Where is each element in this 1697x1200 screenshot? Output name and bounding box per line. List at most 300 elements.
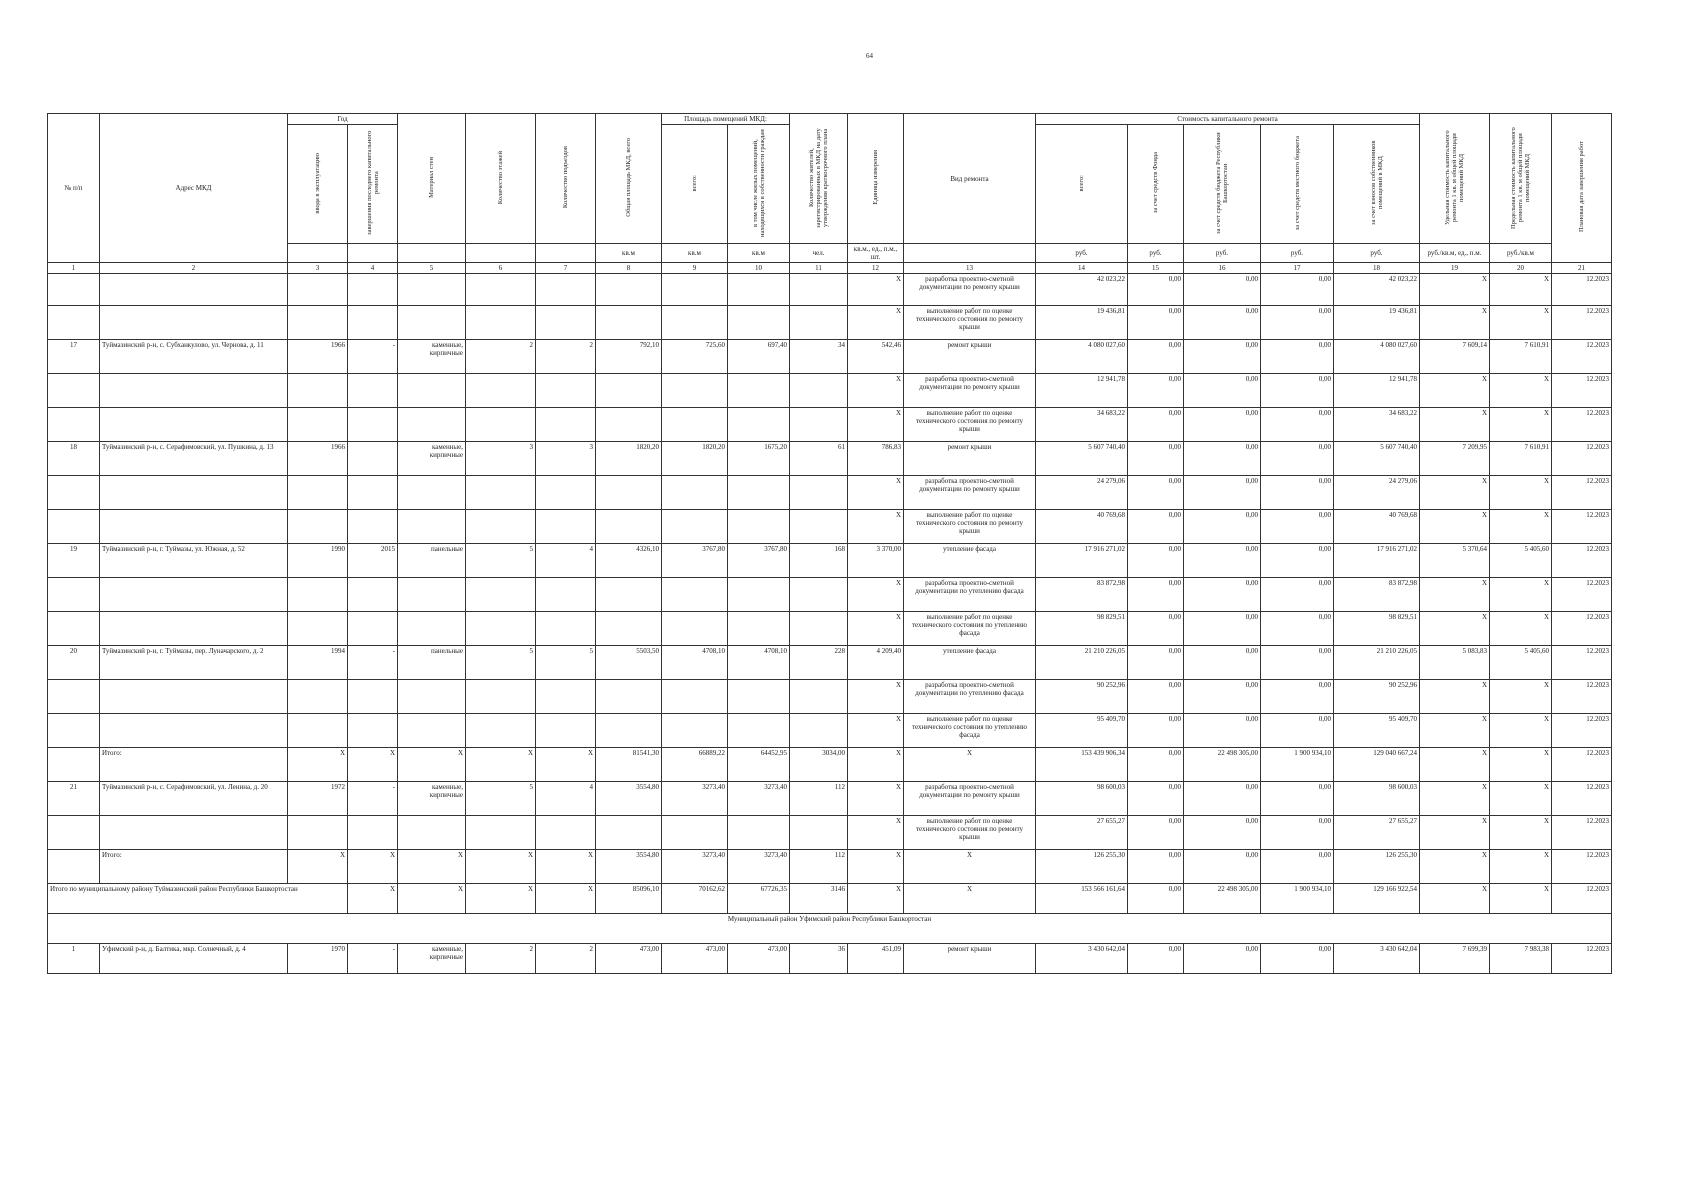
cell-mat [398, 476, 466, 510]
cell-mb: 0,00 [1261, 850, 1334, 884]
cell-y2: X [348, 748, 398, 782]
cell-type: ремонт крыши [904, 944, 1036, 974]
column-number: 11 [790, 263, 848, 274]
cell-type: разработка проектно-сметной документации по ремонту крыши [904, 274, 1036, 306]
cell-pt [662, 578, 728, 612]
cell-total: 12 941,78 [1036, 374, 1128, 408]
header-row-1 [48, 114, 1612, 125]
cell-pt: 1820,20 [662, 442, 728, 476]
cell-rb: 0,00 [1184, 340, 1261, 374]
cell-fl [466, 612, 536, 646]
header-no: № п/п [48, 114, 100, 263]
cell-unit: 4 209,40 [848, 646, 904, 680]
cell-no [48, 510, 100, 544]
unit-label: кв.м [596, 244, 662, 263]
cell-ent [536, 714, 596, 748]
cell-mat: X [398, 748, 466, 782]
cell-ent [536, 408, 596, 442]
cell-area [596, 408, 662, 442]
cell-no [48, 578, 100, 612]
cell-fl: 5 [466, 646, 536, 680]
cell-total: 153 566 161,64 [1036, 884, 1128, 914]
cell-y2 [348, 274, 398, 306]
cell-res: 3146 [790, 884, 848, 914]
cell-no: 1 [48, 944, 100, 974]
cell-ent [536, 274, 596, 306]
cell-res [790, 612, 848, 646]
cell-addr: Уфимский р-н, д. Балтика, мкр. Солнечный, д. 4 [100, 944, 288, 974]
cell-lc: X [1490, 612, 1552, 646]
cell-mb: 1 900 934,10 [1261, 884, 1334, 914]
cell-y2 [348, 578, 398, 612]
cell-own: 24 279,06 [1334, 476, 1420, 510]
cell-unit: X [848, 816, 904, 850]
cell-pt [662, 612, 728, 646]
cell-mat: X [398, 884, 466, 914]
table-row [48, 274, 1612, 306]
cell-addr: Туймазинский р-н, г. Туймазы, ул. Южная, д. 52 [100, 544, 288, 578]
cell-lc: X [1490, 476, 1552, 510]
column-number: 16 [1184, 263, 1261, 274]
cell-res [790, 680, 848, 714]
column-number: 21 [1552, 263, 1612, 274]
cell-mat [398, 612, 466, 646]
table-body [48, 114, 1612, 974]
table-row [48, 544, 1612, 578]
cell-total: 40 769,68 [1036, 510, 1128, 544]
cell-pt [662, 408, 728, 442]
column-number: 20 [1490, 263, 1552, 274]
cell-y1: 1994 [288, 646, 348, 680]
cell-rb: 0,00 [1184, 816, 1261, 850]
cell-own: 90 252,96 [1334, 680, 1420, 714]
cell-type: X [904, 850, 1036, 884]
cell-own: 3 430 642,04 [1334, 944, 1420, 974]
cell-type: выполнение работ по оценке технического состояния по ремонту крыши [904, 510, 1036, 544]
cell-mat [398, 578, 466, 612]
cell-po [728, 306, 790, 340]
cell-no [48, 612, 100, 646]
cell-no: 18 [48, 442, 100, 476]
cell-area [596, 816, 662, 850]
cell-type: разработка проектно-сметной документации по ремонту крыши [904, 476, 1036, 510]
cell-area: 85096,10 [596, 884, 662, 914]
cell-y2: - [348, 646, 398, 680]
cell-rb: 22 498 305,00 [1184, 884, 1261, 914]
cell-uc: 5 370,64 [1420, 544, 1490, 578]
cell-own: 34 683,22 [1334, 408, 1420, 442]
table-row [48, 782, 1612, 816]
header-republic-budget: за счет средств бюджета Республики Башкортостан [1184, 125, 1261, 244]
cell-res: 112 [790, 850, 848, 884]
cell-uc: X [1420, 714, 1490, 748]
cell-uc: X [1420, 850, 1490, 884]
cell-rb: 0,00 [1184, 680, 1261, 714]
cell-uc: X [1420, 510, 1490, 544]
cell-total: 34 683,22 [1036, 408, 1128, 442]
cell-po [728, 612, 790, 646]
cell-y1 [288, 714, 348, 748]
cell-total: 98 600,03 [1036, 782, 1128, 816]
cell-date: 12.2023 [1552, 646, 1612, 680]
cell-y1 [288, 680, 348, 714]
cell-date: 12.2023 [1552, 944, 1612, 974]
cell-area [596, 274, 662, 306]
cell-addr [100, 476, 288, 510]
cell-ent: 3 [536, 442, 596, 476]
cell-uc: X [1420, 612, 1490, 646]
cell-res: 228 [790, 646, 848, 680]
cell-mat [398, 510, 466, 544]
cell-res [790, 374, 848, 408]
cell-res: 36 [790, 944, 848, 974]
cell-mat: каменные, кирпичные [398, 782, 466, 816]
cell-type: X [904, 884, 1036, 914]
cell-date: 12.2023 [1552, 850, 1612, 884]
header-entrances: Количество подъездов [536, 114, 596, 244]
cell-fund: 0,00 [1128, 714, 1184, 748]
cell-no [48, 850, 100, 884]
column-number: 17 [1261, 263, 1334, 274]
cell-rb: 0,00 [1184, 782, 1261, 816]
cell-addr [100, 714, 288, 748]
unit-label: чел. [790, 244, 848, 263]
cell-date: 12.2023 [1552, 816, 1612, 850]
cell-y1: 1972 [288, 782, 348, 816]
cell-mat [398, 714, 466, 748]
cell-unit: X [848, 374, 904, 408]
page-number: 64 [866, 52, 873, 60]
cell-type: ремонт крыши [904, 340, 1036, 374]
cell-no [48, 680, 100, 714]
section-title: Муниципальный район Уфимский район Республики Башкортостан [48, 914, 1612, 944]
cell-y2: X [348, 850, 398, 884]
cell-unit: X [848, 680, 904, 714]
column-number: 3 [288, 263, 348, 274]
cell-fund: 0,00 [1128, 408, 1184, 442]
table-row [48, 680, 1612, 714]
cell-total: 90 252,96 [1036, 680, 1128, 714]
cell-rb: 0,00 [1184, 646, 1261, 680]
cell-type: утепление фасада [904, 544, 1036, 578]
cell-y2 [348, 714, 398, 748]
cell-unit: 542,46 [848, 340, 904, 374]
cell-area: 1820,20 [596, 442, 662, 476]
cell-y1 [288, 408, 348, 442]
cell-fl: 2 [466, 340, 536, 374]
cell-rb: 0,00 [1184, 612, 1261, 646]
cell-fund: 0,00 [1128, 782, 1184, 816]
table-row [48, 850, 1612, 884]
cell-unit: 3 370,00 [848, 544, 904, 578]
cell-area: 792,10 [596, 340, 662, 374]
cell-own: 5 607 740,40 [1334, 442, 1420, 476]
cell-pt: 473,00 [662, 944, 728, 974]
header-total-area: Общая площадь МКД, всего [596, 114, 662, 244]
cell-date: 12.2023 [1552, 612, 1612, 646]
unit-label: руб. [1334, 244, 1420, 263]
cell-fl [466, 408, 536, 442]
cell-no: 19 [48, 544, 100, 578]
table-row [48, 714, 1612, 748]
table-row [48, 408, 1612, 442]
cell-area [596, 306, 662, 340]
cell-no [48, 714, 100, 748]
cell-type: выполнение работ по оценке технического состояния по ремонту крыши [904, 816, 1036, 850]
cell-fund: 0,00 [1128, 476, 1184, 510]
cell-y2 [348, 408, 398, 442]
cell-mb: 0,00 [1261, 340, 1334, 374]
cell-y2 [348, 816, 398, 850]
cell-res [790, 510, 848, 544]
cell-po [728, 816, 790, 850]
cell-uc: X [1420, 884, 1490, 914]
cell-lc: X [1490, 850, 1552, 884]
cell-own: 40 769,68 [1334, 510, 1420, 544]
cell-uc: X [1420, 274, 1490, 306]
cell-no: 20 [48, 646, 100, 680]
cell-date: 12.2023 [1552, 408, 1612, 442]
cell-area [596, 510, 662, 544]
cell-no [48, 408, 100, 442]
cell-y1: 1966 [288, 442, 348, 476]
cell-mb: 0,00 [1261, 680, 1334, 714]
cell-ent [536, 476, 596, 510]
cell-rb: 0,00 [1184, 578, 1261, 612]
cell-y1 [288, 510, 348, 544]
unit-label: руб. [1128, 244, 1184, 263]
cell-uc: 7 609,14 [1420, 340, 1490, 374]
cell-unit: X [848, 748, 904, 782]
cell-rb: 0,00 [1184, 408, 1261, 442]
cell-ent: 2 [536, 340, 596, 374]
cell-type: выполнение работ по оценке технического состояния по ремонту крыши [904, 306, 1036, 340]
cell-pt [662, 510, 728, 544]
cell-res [790, 578, 848, 612]
cell-y1 [288, 816, 348, 850]
cell-pt: 3767,80 [662, 544, 728, 578]
cell-fund: 0,00 [1128, 306, 1184, 340]
cell-mat: панельные [398, 646, 466, 680]
section-title-row [48, 914, 1612, 944]
cell-fund: 0,00 [1128, 884, 1184, 914]
cell-uc: X [1420, 578, 1490, 612]
cell-res: 112 [790, 782, 848, 816]
cell-lc: 5 405,60 [1490, 646, 1552, 680]
cell-type: выполнение работ по оценке технического состояния по утеплению фасада [904, 714, 1036, 748]
cell-uc: X [1420, 374, 1490, 408]
cell-mat: X [398, 850, 466, 884]
cell-y1 [288, 274, 348, 306]
column-number: 19 [1420, 263, 1490, 274]
column-number: 5 [398, 263, 466, 274]
cell-addr: Туймазинский р-н, с. Серафимовский, ул. Ленина, д. 20 [100, 782, 288, 816]
cell-res [790, 714, 848, 748]
cell-fund: 0,00 [1128, 510, 1184, 544]
cell-date: 12.2023 [1552, 544, 1612, 578]
cell-y2 [348, 612, 398, 646]
column-number: 13 [904, 263, 1036, 274]
cell-total: 27 655,27 [1036, 816, 1128, 850]
cell-own: 21 210 226,05 [1334, 646, 1420, 680]
cell-total: 5 607 740,40 [1036, 442, 1128, 476]
cell-mb: 0,00 [1261, 782, 1334, 816]
table-row [48, 306, 1612, 340]
cell-rb: 0,00 [1184, 544, 1261, 578]
cell-res [790, 816, 848, 850]
cell-type: разработка проектно-сметной документации по утеплению фасада [904, 680, 1036, 714]
cell-lc: X [1490, 714, 1552, 748]
cell-fl [466, 476, 536, 510]
cell-unit: X [848, 274, 904, 306]
cell-total: 17 916 271,02 [1036, 544, 1128, 578]
cell-unit: X [848, 578, 904, 612]
cell-res [790, 476, 848, 510]
cell-mb: 0,00 [1261, 544, 1334, 578]
cell-unit: X [848, 782, 904, 816]
cell-area [596, 612, 662, 646]
header-premises-group: Площадь помещений МКД: [662, 114, 790, 125]
cell-po [728, 680, 790, 714]
cell-total: 3 430 642,04 [1036, 944, 1128, 974]
cell-y2: - [348, 340, 398, 374]
cell-y1: 1990 [288, 544, 348, 578]
cell-rb: 0,00 [1184, 442, 1261, 476]
cell-y1 [288, 374, 348, 408]
cell-no [48, 306, 100, 340]
cell-rb: 0,00 [1184, 374, 1261, 408]
cell-pt: 70162,62 [662, 884, 728, 914]
cell-own: 42 023,22 [1334, 274, 1420, 306]
cell-fl: X [466, 884, 536, 914]
cell-mat [398, 306, 466, 340]
cell-rb: 0,00 [1184, 850, 1261, 884]
cell-mat [398, 374, 466, 408]
cell-uc: X [1420, 476, 1490, 510]
cell-lc: X [1490, 510, 1552, 544]
header-residents: Количество жителей, зарегистрированных в МКД на дату утверждения краткосрочного плана [790, 114, 848, 244]
cell-fl: 2 [466, 944, 536, 974]
cell-pt [662, 306, 728, 340]
cell-date: 12.2023 [1552, 476, 1612, 510]
cell-no [48, 274, 100, 306]
cell-rb: 0,00 [1184, 944, 1261, 974]
cell-fund: 0,00 [1128, 578, 1184, 612]
cell-rb: 0,00 [1184, 476, 1261, 510]
cell-po: 3767,80 [728, 544, 790, 578]
cell-po [728, 510, 790, 544]
cell-addr [100, 306, 288, 340]
cell-own: 95 409,70 [1334, 714, 1420, 748]
cell-res [790, 274, 848, 306]
header-owners: за счет взносов собственников помещений в МКД [1334, 125, 1420, 244]
table-row [48, 578, 1612, 612]
cell-y1: 1970 [288, 944, 348, 974]
cell-fl [466, 680, 536, 714]
cell-type: выполнение работ по оценке технического состояния по ремонту крыши [904, 408, 1036, 442]
table-row [48, 476, 1612, 510]
table-row [48, 646, 1612, 680]
cell-ent [536, 510, 596, 544]
cell-rb: 0,00 [1184, 306, 1261, 340]
cell-own: 126 255,30 [1334, 850, 1420, 884]
cell-po: 3273,40 [728, 782, 790, 816]
cell-pt [662, 274, 728, 306]
cell-date: 12.2023 [1552, 442, 1612, 476]
cell-addr [100, 680, 288, 714]
column-number: 1 [48, 263, 100, 274]
header-year-built: ввода в эксплуатацию [288, 125, 348, 244]
cell-type: X [904, 748, 1036, 782]
column-number: 18 [1334, 263, 1420, 274]
header-year-group: Год [288, 114, 398, 125]
cell-ent [536, 612, 596, 646]
cell-fl [466, 374, 536, 408]
cell-mb: 0,00 [1261, 274, 1334, 306]
cell-res: 168 [790, 544, 848, 578]
cell-pt: 3273,40 [662, 850, 728, 884]
cell-mat [398, 816, 466, 850]
cell-y1 [288, 578, 348, 612]
cell-pt [662, 374, 728, 408]
header-repair-type: Вид ремонта [904, 114, 1036, 244]
cell-uc: X [1420, 680, 1490, 714]
table-row [48, 748, 1612, 782]
cell-own: 98 829,51 [1334, 612, 1420, 646]
cell-area: 4326,10 [596, 544, 662, 578]
table-row [48, 340, 1612, 374]
cell-pt: 4708,10 [662, 646, 728, 680]
cell-lc: X [1490, 306, 1552, 340]
cell-y2: - [348, 782, 398, 816]
cell-po: 64452,95 [728, 748, 790, 782]
header-local-budget: за счет средств местного бюджета [1261, 125, 1334, 244]
cell-total: 98 829,51 [1036, 612, 1128, 646]
cell-fl: X [466, 850, 536, 884]
cell-fund: 0,00 [1128, 680, 1184, 714]
cell-fund: 0,00 [1128, 442, 1184, 476]
cell-y2: 2015 [348, 544, 398, 578]
cell-date: 12.2023 [1552, 510, 1612, 544]
capital-repair-table [47, 113, 1612, 974]
cell-po: 4708,10 [728, 646, 790, 680]
cell-uc: X [1420, 306, 1490, 340]
cell-total: 126 255,30 [1036, 850, 1128, 884]
cell-po [728, 476, 790, 510]
cell-res: 3034,00 [790, 748, 848, 782]
cell-fl [466, 578, 536, 612]
cell-mb: 0,00 [1261, 476, 1334, 510]
cell-ent [536, 306, 596, 340]
cell-no: 21 [48, 782, 100, 816]
cell-uc: X [1420, 782, 1490, 816]
cell-ent: 4 [536, 782, 596, 816]
cell-total: 24 279,06 [1036, 476, 1128, 510]
cell-no [48, 816, 100, 850]
cell-y2: X [348, 884, 398, 914]
cell-uc: 7 209,95 [1420, 442, 1490, 476]
column-number: 15 [1128, 263, 1184, 274]
cell-own: 12 941,78 [1334, 374, 1420, 408]
cell-uc: X [1420, 816, 1490, 850]
cell-total: 83 872,98 [1036, 578, 1128, 612]
cell-unit: X [848, 510, 904, 544]
cell-unit: X [848, 884, 904, 914]
cell-po [728, 374, 790, 408]
cell-addr [100, 612, 288, 646]
cell-pt [662, 680, 728, 714]
cell-y1 [288, 612, 348, 646]
